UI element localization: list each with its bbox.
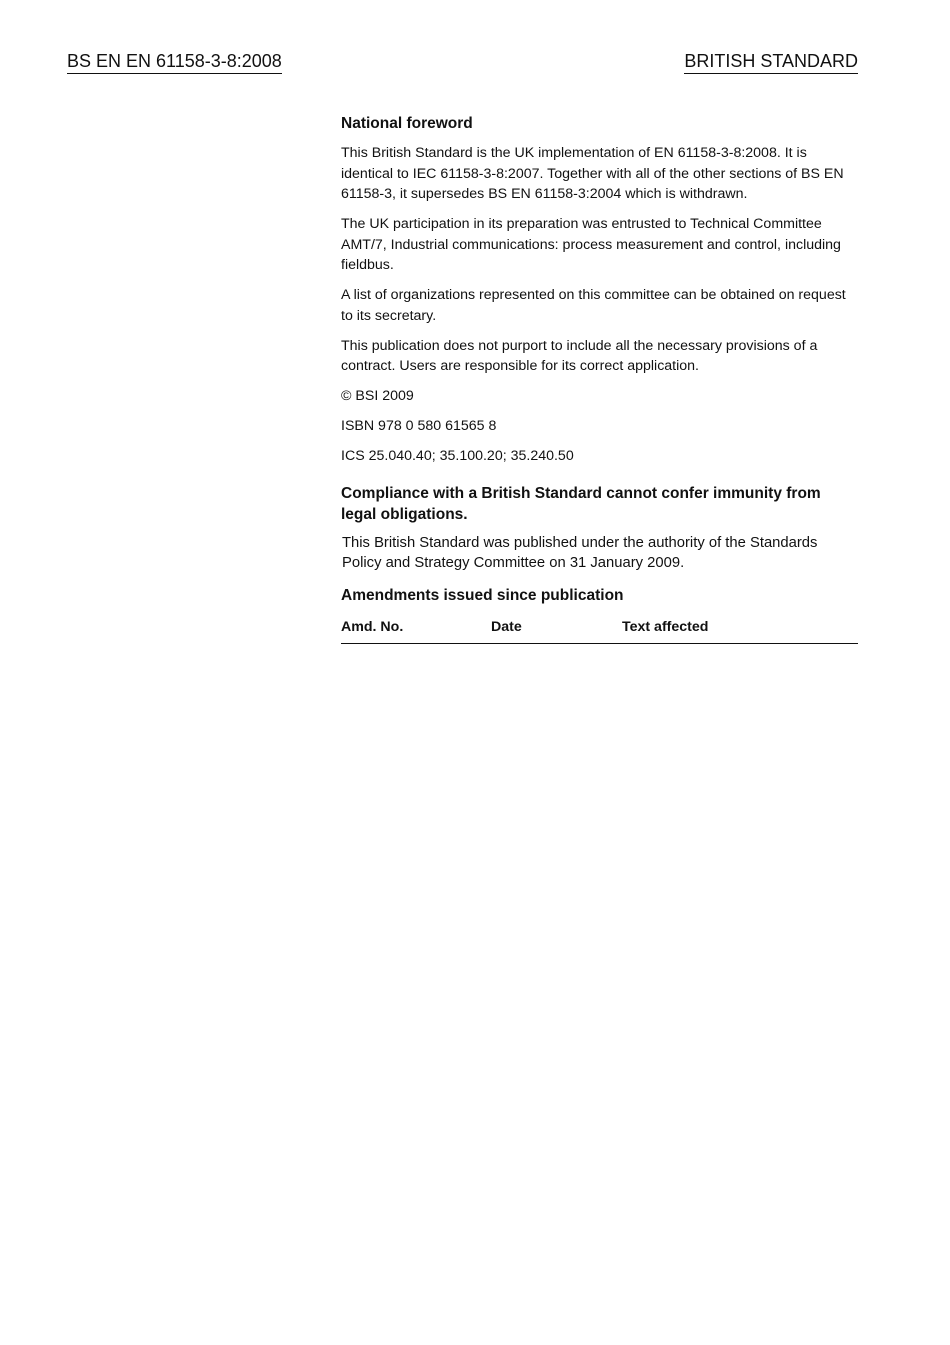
foreword-paragraph-2: The UK participation in its preparation was entrusted to Technical Committee AMT/7, Industrial communications: process measurement and control, including fieldbus. [341, 216, 841, 273]
isbn-number: ISBN 978 0 580 61565 8 [341, 418, 497, 434]
authority-statement [342, 533, 858, 574]
foreword-paragraph-1: This British Standard is the UK implementation of EN 61158-3-8:2008. It is identical to IEC 61158-3-8:2007. Together with all of the other sections of BS EN 61158-3, it supersedes BS EN 61158-3:2004 which is withdrawn. [341, 145, 844, 202]
foreword-title: National foreword [341, 115, 473, 132]
amendments-title: Amendments issued since publication [341, 586, 624, 604]
column-header-text-affected: Text affected [622, 619, 858, 644]
ics-codes: ICS 25.040.40; 35.100.20; 35.240.50 [341, 448, 574, 464]
foreword-paragraph-3: A list of organizations represented on this committee can be obtained on request to its secretary. [341, 287, 846, 324]
national-foreword-section [341, 114, 858, 644]
header-standard-type: BRITISH STANDARD [684, 50, 858, 74]
column-header-date: Date [491, 619, 622, 644]
compliance-statement: Compliance with a British Standard cannot confer immunity from legal obligations. [341, 484, 821, 523]
authority-text: This British Standard was published under the authority of the Standards Policy and Strategy Committee on [342, 534, 818, 571]
amendments-header-row [341, 619, 858, 644]
column-header-amd-no: Amd. No. [341, 619, 491, 644]
amendments-table [341, 619, 858, 644]
header-document-id: BS EN EN 61158-3-8:2008 [67, 50, 282, 74]
foreword-paragraph-4: This publication does not purport to include all the necessary provisions of a contract. Users are responsible for its correct application. [341, 337, 818, 374]
publication-date: 31 January 2009. [569, 555, 685, 571]
copyright-notice: © BSI 2009 [341, 388, 414, 404]
